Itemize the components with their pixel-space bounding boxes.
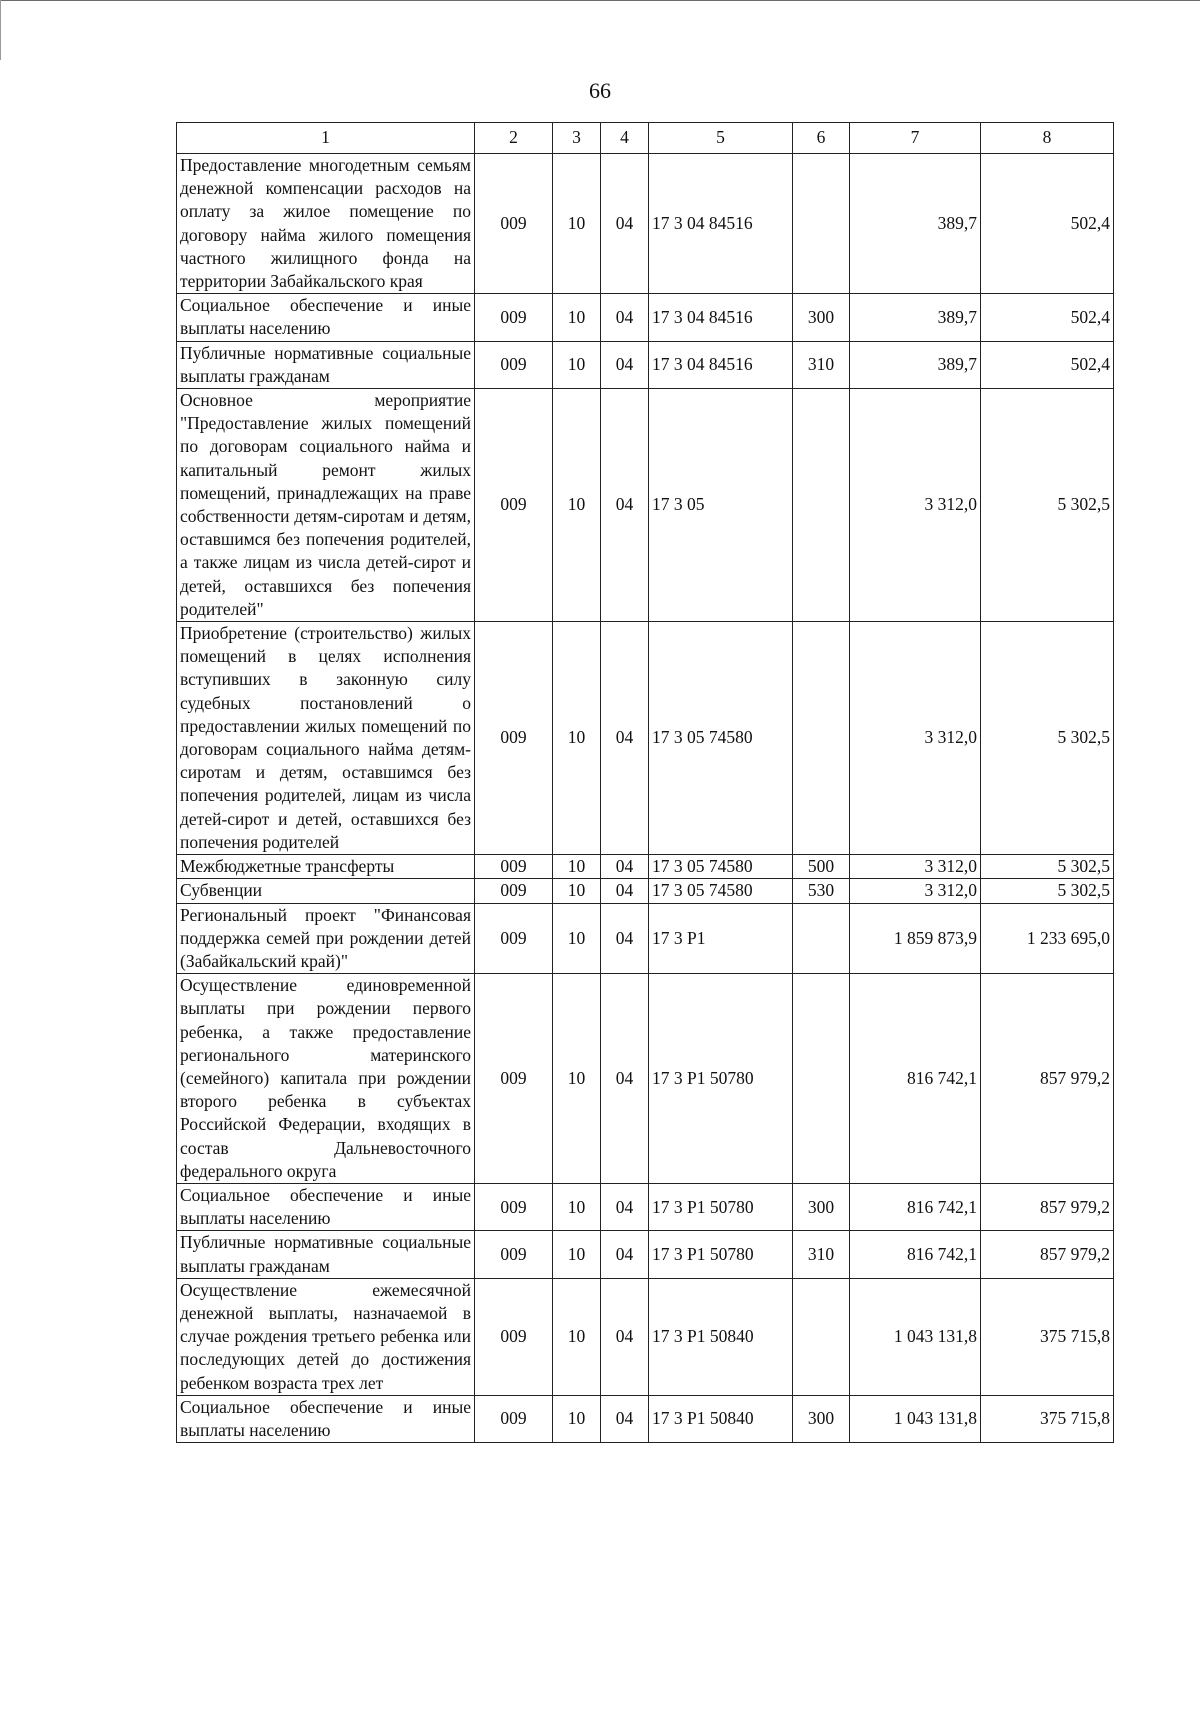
subsection-code-cell: 04 — [601, 622, 649, 855]
amount-col7-cell: 389,7 — [850, 341, 981, 388]
amount-col7-cell: 816 742,1 — [850, 974, 981, 1184]
section-code-cell: 10 — [553, 154, 601, 294]
row-name-cell: Межбюджетные трансферты — [177, 855, 475, 879]
header-cell: 1 — [177, 123, 475, 154]
expense-type-cell — [793, 154, 850, 294]
target-article-cell: 17 3 P1 50840 — [649, 1395, 793, 1442]
header-cell: 6 — [793, 123, 850, 154]
ministry-code-cell: 009 — [475, 903, 553, 974]
row-name-cell: Региональный проект "Финансовая поддержка семей при рождении детей (Забайкальский край)" — [177, 903, 475, 974]
subsection-code-cell: 04 — [601, 389, 649, 622]
subsection-code-cell: 04 — [601, 1278, 649, 1395]
amount-col8-cell: 857 979,2 — [981, 1231, 1114, 1278]
target-article-cell: 17 3 05 — [649, 389, 793, 622]
table-row — [177, 341, 1114, 388]
table-row — [177, 294, 1114, 341]
amount-col7-cell: 1 043 131,8 — [850, 1278, 981, 1395]
ministry-code-cell: 009 — [475, 879, 553, 903]
table-row — [177, 154, 1114, 294]
expense-type-cell — [793, 622, 850, 855]
amount-col7-cell: 816 742,1 — [850, 1183, 981, 1230]
subsection-code-cell: 04 — [601, 1231, 649, 1278]
ministry-code-cell: 009 — [475, 974, 553, 1184]
row-name-cell: Социальное обеспечение и иные выплаты населению — [177, 1183, 475, 1230]
table-row — [177, 389, 1114, 622]
amount-col7-cell: 3 312,0 — [850, 622, 981, 855]
amount-col7-cell: 1 043 131,8 — [850, 1395, 981, 1442]
table-row — [177, 1278, 1114, 1395]
amount-col8-cell: 1 233 695,0 — [981, 903, 1114, 974]
page-number: 66 — [589, 78, 611, 103]
target-article-cell: 17 3 05 74580 — [649, 622, 793, 855]
subsection-code-cell: 04 — [601, 294, 649, 341]
expense-type-cell: 500 — [793, 855, 850, 879]
row-name-cell: Осуществление единовременной выплаты при рождении первого ребенка, а также предоставление регионального материнского (семейного) капитала при рождении второго ребенка в субъектах Российской Федерации, входящих в состав Дальневосточного федерального округа — [177, 974, 475, 1184]
row-name-cell: Предоставление многодетным семьям денежной компенсации расходов на оплату за жилое помещение по договору найма жилого помещения частного жилищного фонда на территории Забайкальского края — [177, 154, 475, 294]
expense-type-cell — [793, 1278, 850, 1395]
amount-col8-cell: 375 715,8 — [981, 1395, 1114, 1442]
table-row — [177, 1395, 1114, 1442]
section-code-cell: 10 — [553, 389, 601, 622]
section-code-cell: 10 — [553, 879, 601, 903]
table-row — [177, 1183, 1114, 1230]
scan-left-edge — [0, 0, 1, 60]
ministry-code-cell: 009 — [475, 389, 553, 622]
amount-col7-cell: 3 312,0 — [850, 855, 981, 879]
amount-col7-cell: 1 859 873,9 — [850, 903, 981, 974]
amount-col8-cell: 857 979,2 — [981, 1183, 1114, 1230]
expense-type-cell — [793, 903, 850, 974]
expense-type-cell: 310 — [793, 341, 850, 388]
expense-type-cell: 530 — [793, 879, 850, 903]
subsection-code-cell: 04 — [601, 903, 649, 974]
target-article-cell: 17 3 04 84516 — [649, 154, 793, 294]
subsection-code-cell: 04 — [601, 879, 649, 903]
row-name-cell: Осуществление ежемесячной денежной выплаты, назначаемой в случае рождения третьего ребенка или последующих детей до достижения ребенком возраста трех лет — [177, 1278, 475, 1395]
expense-type-cell: 310 — [793, 1231, 850, 1278]
ministry-code-cell: 009 — [475, 1183, 553, 1230]
subsection-code-cell: 04 — [601, 1395, 649, 1442]
table-row — [177, 622, 1114, 855]
amount-col8-cell: 375 715,8 — [981, 1278, 1114, 1395]
ministry-code-cell: 009 — [475, 154, 553, 294]
amount-col7-cell: 3 312,0 — [850, 879, 981, 903]
table-row — [177, 903, 1114, 974]
amount-col8-cell: 502,4 — [981, 294, 1114, 341]
table-row — [177, 1231, 1114, 1278]
target-article-cell: 17 3 05 74580 — [649, 855, 793, 879]
amount-col8-cell: 5 302,5 — [981, 389, 1114, 622]
target-article-cell: 17 3 04 84516 — [649, 294, 793, 341]
budget-table — [176, 122, 1114, 1443]
ministry-code-cell: 009 — [475, 1395, 553, 1442]
subsection-code-cell: 04 — [601, 154, 649, 294]
header-cell: 3 — [553, 123, 601, 154]
section-code-cell: 10 — [553, 903, 601, 974]
header-cell: 7 — [850, 123, 981, 154]
section-code-cell: 10 — [553, 1278, 601, 1395]
subsection-code-cell: 04 — [601, 974, 649, 1184]
row-name-cell: Социальное обеспечение и иные выплаты населению — [177, 294, 475, 341]
expense-type-cell: 300 — [793, 1183, 850, 1230]
ministry-code-cell: 009 — [475, 294, 553, 341]
header-cell: 4 — [601, 123, 649, 154]
amount-col7-cell: 389,7 — [850, 154, 981, 294]
amount-col8-cell: 857 979,2 — [981, 974, 1114, 1184]
ministry-code-cell: 009 — [475, 622, 553, 855]
row-name-cell: Приобретение (строительство) жилых помещений в целях исполнения вступивших в законную силу судебных постановлений о предоставлении жилых помещений по договорам социального найма детям-сиротам и детям, оставшимся без попечения родителей, лицам из числа детей-сирот и детей, оставшихся без попечения родителей — [177, 622, 475, 855]
subsection-code-cell: 04 — [601, 341, 649, 388]
target-article-cell: 17 3 P1 — [649, 903, 793, 974]
section-code-cell: 10 — [553, 294, 601, 341]
table-body — [177, 154, 1114, 1443]
header-cell: 8 — [981, 123, 1114, 154]
row-name-cell: Публичные нормативные социальные выплаты гражданам — [177, 341, 475, 388]
target-article-cell: 17 3 P1 50780 — [649, 974, 793, 1184]
expense-type-cell — [793, 389, 850, 622]
header-row — [177, 123, 1114, 154]
section-code-cell: 10 — [553, 341, 601, 388]
subsection-code-cell: 04 — [601, 1183, 649, 1230]
amount-col7-cell: 389,7 — [850, 294, 981, 341]
amount-col7-cell: 3 312,0 — [850, 389, 981, 622]
row-name-cell: Субвенции — [177, 879, 475, 903]
expense-type-cell: 300 — [793, 294, 850, 341]
scan-top-edge — [0, 0, 1200, 5]
header-cell: 2 — [475, 123, 553, 154]
ministry-code-cell: 009 — [475, 341, 553, 388]
header-cell: 5 — [649, 123, 793, 154]
target-article-cell: 17 3 P1 50780 — [649, 1231, 793, 1278]
section-code-cell: 10 — [553, 855, 601, 879]
target-article-cell: 17 3 05 74580 — [649, 879, 793, 903]
target-article-cell: 17 3 P1 50780 — [649, 1183, 793, 1230]
amount-col8-cell: 502,4 — [981, 154, 1114, 294]
expense-type-cell: 300 — [793, 1395, 850, 1442]
section-code-cell: 10 — [553, 1183, 601, 1230]
amount-col8-cell: 502,4 — [981, 341, 1114, 388]
table-row — [177, 974, 1114, 1184]
section-code-cell: 10 — [553, 1395, 601, 1442]
amount-col8-cell: 5 302,5 — [981, 622, 1114, 855]
subsection-code-cell: 04 — [601, 855, 649, 879]
row-name-cell: Публичные нормативные социальные выплаты гражданам — [177, 1231, 475, 1278]
amount-col8-cell: 5 302,5 — [981, 855, 1114, 879]
ministry-code-cell: 009 — [475, 1231, 553, 1278]
amount-col8-cell: 5 302,5 — [981, 879, 1114, 903]
ministry-code-cell: 009 — [475, 855, 553, 879]
section-code-cell: 10 — [553, 974, 601, 1184]
row-name-cell: Основное мероприятие "Предоставление жилых помещений по договорам социального найма и капитальный ремонт жилых помещений, принадлежащих на праве собственности детям-сиротам и детям, оставшимся без попечения родителей, а также лицам из числа детей-сирот и детей, оставшихся без попечения родителей" — [177, 389, 475, 622]
table-row — [177, 855, 1114, 879]
row-name-cell: Социальное обеспечение и иные выплаты населению — [177, 1395, 475, 1442]
table-row — [177, 879, 1114, 903]
target-article-cell: 17 3 P1 50840 — [649, 1278, 793, 1395]
section-code-cell: 10 — [553, 1231, 601, 1278]
amount-col7-cell: 816 742,1 — [850, 1231, 981, 1278]
ministry-code-cell: 009 — [475, 1278, 553, 1395]
target-article-cell: 17 3 04 84516 — [649, 341, 793, 388]
expense-type-cell — [793, 974, 850, 1184]
section-code-cell: 10 — [553, 622, 601, 855]
